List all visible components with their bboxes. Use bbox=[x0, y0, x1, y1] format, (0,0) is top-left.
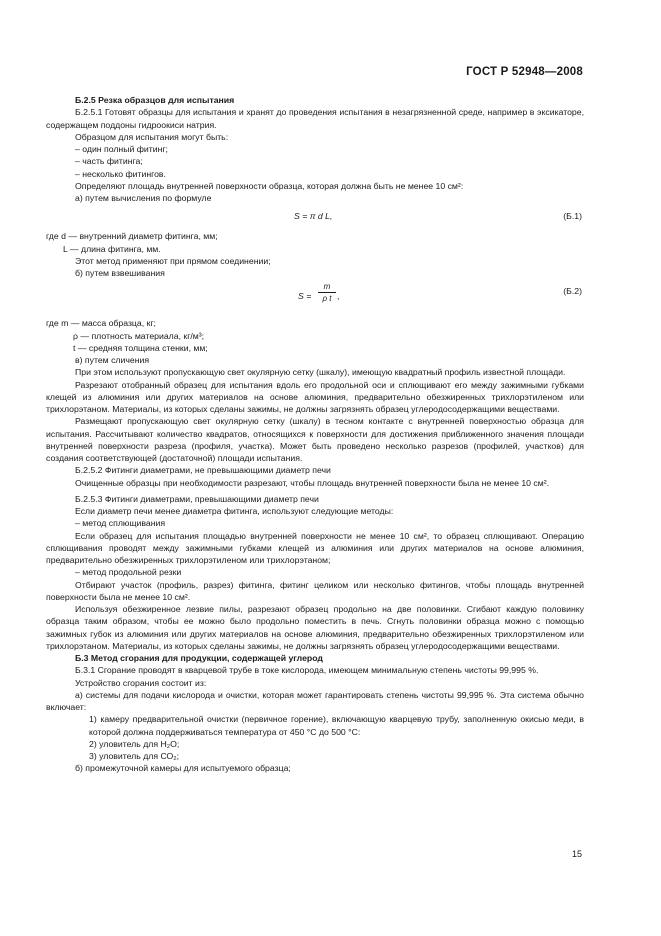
section-heading: Б.2.5 Резка образцов для испытания bbox=[75, 95, 235, 105]
list-item: – метод сплющивания bbox=[75, 518, 166, 529]
paragraph: Б.3.1 Сгорание проводят в кварцевой трубе в токе кислорода, имеющем минимальную степень чистоты 99,995 %. bbox=[75, 665, 539, 676]
paragraph: Определяют площадь внутренней поверхности образца, которая должна быть не менее 10 см²: bbox=[75, 180, 464, 191]
formula-lhs: S = bbox=[298, 291, 312, 302]
paragraph: Используя обезжиренное лезвие пилы, разрезают образец продольно на две половинки. Сгибают каждую половинку образца таким образом, чтобы ее можно было продольно поместить в печь. Сгнуть половинки образца можно с помощью зажимных губок из алюминия или других материалов на основе алюминия, предварительно обезжиренных трихлорэтиленом или трихлорэтаном. Материалы, из которых сделаны зажимы, не должны загрязнять образец углеродосодержащими веществами. bbox=[46, 604, 584, 651]
paragraph: Если диаметр печи менее диаметра фитинга, используют следующие методы: bbox=[75, 506, 394, 516]
paragraph: Очищенные образцы при необходимости разрезают, чтобы площадь внутренней поверхности была не менее 10 см². bbox=[75, 477, 550, 488]
variable-definition: ρ — плотность материала, кг/м³; bbox=[73, 330, 205, 341]
document-body bbox=[46, 94, 584, 775]
variable-definition: где d — внутренний диаметр фитинга, мм; bbox=[46, 231, 218, 242]
paragraph: Размещают пропускающую свет окулярную сетку (шкалу) в тесном контакте с внутренней поверхностью образца для испытания. Рассчитывают количество квадратов, относящихся к поверхности для достижения приближенного значения площади внутренней поверхности разреза (профиля, участка). Может быть проведено несколько разрезов (профилей, участков) для создания соответствующей (достаточной) площади испытания. bbox=[46, 416, 584, 463]
paragraph: Разрезают отобранный образец для испытания вдоль его продольной оси и сплющивают его между зажимными губками клещей из алюминия или других материалов на основе алюминия, предварительно обезжиренных трихлорэтиленом или трихлорэтаном. Материалы, из которых сделаны зажимы, не должны загрязнять образец углеродосодержащими веществами. bbox=[46, 379, 584, 414]
fraction-numerator: m bbox=[318, 281, 336, 293]
list-item: – один полный фитинг; bbox=[75, 144, 168, 154]
paragraph: При этом используют пропускающую свет окулярную сетку (шкалу), имеющую квадратный профиль известной площади. bbox=[75, 367, 566, 378]
list-item: – часть фитинга; bbox=[75, 156, 143, 167]
paragraph: Отбирают участок (профиль, разрез) фитинга, фитинг целиком или несколько фитингов, чтобы площадь внутренней поверхности была не менее 10 см². bbox=[46, 579, 584, 602]
paragraph: Образцом для испытания могут быть: bbox=[75, 131, 229, 142]
formula-number: (Б.2) bbox=[563, 286, 582, 297]
variable-definition: t — средняя толщина стенки, мм; bbox=[73, 342, 208, 353]
paragraph: Б.2.5.1 Готовят образцы для испытания и хранят до проведения испытания в незагрязненной среде, например в эксикаторе, содержащем поддоны гидроокиси натрия. bbox=[46, 107, 584, 130]
paragraph: Если образец для испытания площадью внутренней поверхности не менее 10 см², то образец сплющивают. Операцию сплющивания проводят между зажимными губками клещей из алюминия или других материалов на основе алюминия, предварительно обезжиренных трихлорэтиленом или трихлорэтаном; bbox=[46, 530, 584, 565]
list-item: а) путем вычисления по формуле bbox=[75, 193, 212, 203]
list-item: б) промежуточной камеры для испытуемого образца; bbox=[75, 763, 291, 774]
standard-header: ГОСТ Р 52948—2008 bbox=[466, 66, 583, 78]
variable-definition: L — длина фитинга, мм. bbox=[63, 243, 161, 254]
formula-expression: S = π d L, bbox=[294, 211, 333, 222]
list-item: в) путем сличения bbox=[75, 355, 150, 365]
fraction-denominator: ρ t bbox=[322, 294, 332, 304]
subsection-heading: Б.2.5.3 Фитинги диаметрами, превышающими диаметр печи bbox=[75, 493, 319, 504]
paragraph: Устройство сгорания состоит из: bbox=[75, 677, 207, 688]
variable-definition: где m — масса образца, кг; bbox=[46, 318, 156, 329]
subsection-heading: Б.2.5.2 Фитинги диаметрами, не превышающими диаметр печи bbox=[75, 465, 331, 476]
paragraph: Этот метод применяют при прямом соединении; bbox=[75, 255, 271, 266]
formula-b2 bbox=[46, 281, 584, 313]
formula-fraction bbox=[318, 281, 336, 304]
list-item: – метод продольной резки bbox=[75, 567, 182, 578]
list-item: 3) уловитель для СО₂; bbox=[89, 751, 180, 761]
formula-number: (Б.1) bbox=[563, 211, 582, 222]
list-item: 2) уловитель для H₂O; bbox=[89, 738, 180, 749]
section-heading: Б.3 Метод сгорания для продукции, содержащей углерод bbox=[75, 653, 323, 663]
page-number: 15 bbox=[572, 849, 583, 859]
formula-tail: , bbox=[337, 291, 340, 302]
list-item: – несколько фитингов. bbox=[75, 168, 166, 179]
formula-b1 bbox=[46, 210, 584, 224]
list-item: 1) камеру предварительной очистки (первичное горение), включающую кварцевую трубу, заполненную окисью меди, в которой должна поддерживаться температура от 450 °С до 500 °С: bbox=[89, 714, 584, 737]
list-item: б) путем взвешивания bbox=[75, 268, 165, 278]
list-item: а) системы для подачи кислорода и очистки, которая может гарантировать степень чистоты 99,995 %. Эта система обычно включает: bbox=[46, 689, 584, 712]
